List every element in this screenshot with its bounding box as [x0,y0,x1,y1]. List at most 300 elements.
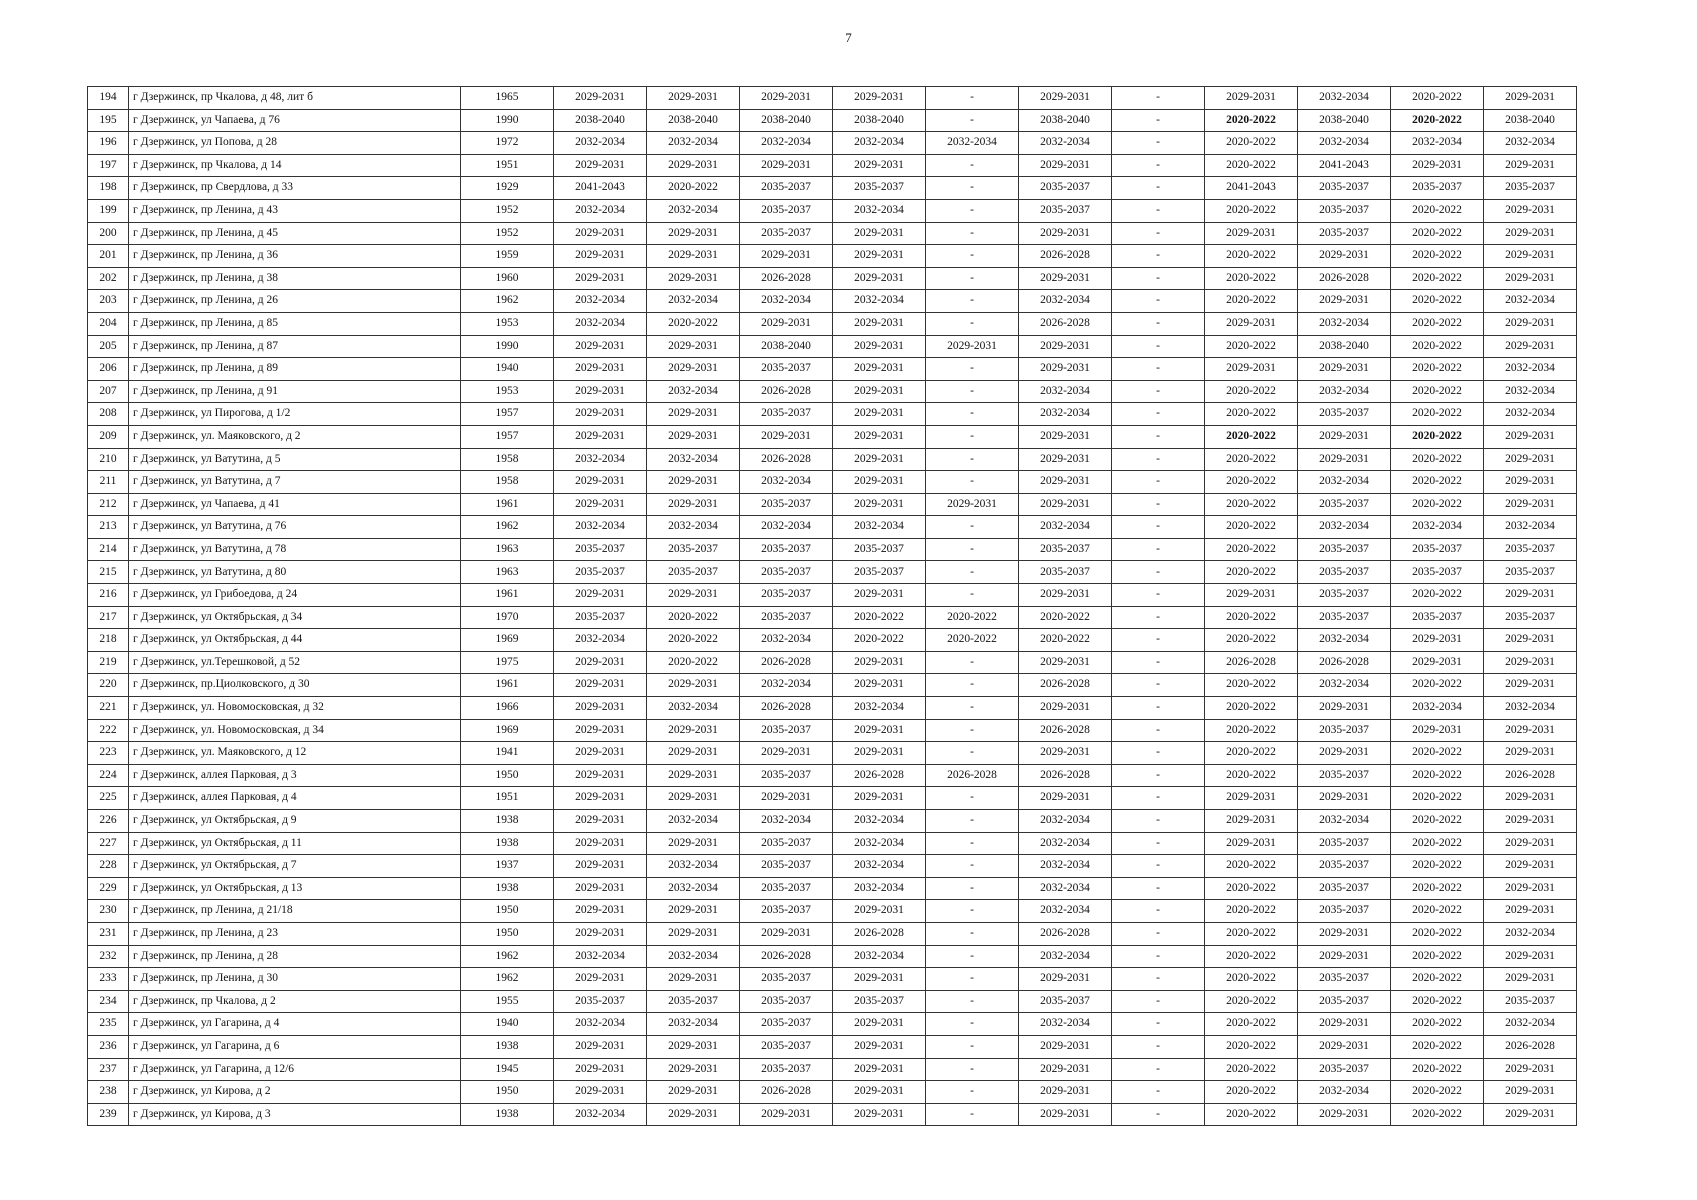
cell-period-5: - [926,1081,1019,1104]
cell-build-year: 1958 [461,448,554,471]
cell-row-number: 228 [88,855,129,878]
cell-build-year: 1953 [461,312,554,335]
cell-period-2: 2029-2031 [647,742,740,765]
cell-period-1: 2029-2031 [554,787,647,810]
table-row [88,358,1577,381]
cell-period-9: 2029-2031 [1298,787,1391,810]
cell-period-8: 2020-2022 [1205,629,1298,652]
cell-period-9: 2029-2031 [1298,358,1391,381]
cell-period-6: 2026-2028 [1019,719,1112,742]
cell-period-1: 2035-2037 [554,538,647,561]
cell-period-4: 2029-2031 [833,358,926,381]
cell-address: г Дзержинск, пр Ленина, д 30 [129,968,461,991]
cell-period-5: - [926,1058,1019,1081]
cell-period-9: 2035-2037 [1298,403,1391,426]
cell-period-3: 2035-2037 [740,1035,833,1058]
cell-build-year: 1950 [461,1081,554,1104]
cell-period-8: 2020-2022 [1205,945,1298,968]
cell-period-6: 2029-2031 [1019,448,1112,471]
cell-period-1: 2029-2031 [554,855,647,878]
cell-period-8: 2026-2028 [1205,651,1298,674]
cell-period-11: 2029-2031 [1484,900,1577,923]
table-row [88,109,1577,132]
cell-period-5: 2026-2028 [926,764,1019,787]
cell-period-2: 2029-2031 [647,425,740,448]
cell-row-number: 223 [88,742,129,765]
cell-period-8: 2029-2031 [1205,810,1298,833]
cell-address: г Дзержинск, пр Чкалова, д 48, лит б [129,87,461,110]
cell-period-1: 2032-2034 [554,312,647,335]
cell-period-2: 2029-2031 [647,493,740,516]
cell-period-8: 2041-2043 [1205,177,1298,200]
cell-period-3: 2035-2037 [740,606,833,629]
cell-period-6: 2026-2028 [1019,922,1112,945]
cell-period-6: 2029-2031 [1019,968,1112,991]
cell-period-9: 2038-2040 [1298,335,1391,358]
cell-period-7: - [1112,674,1205,697]
cell-address: г Дзержинск, ул Ватутина, д 80 [129,561,461,584]
cell-period-11: 2029-2031 [1484,245,1577,268]
cell-period-1: 2029-2031 [554,335,647,358]
table-row [88,922,1577,945]
cell-period-6: 2026-2028 [1019,674,1112,697]
cell-address: г Дзержинск, ул Октябрьская, д 44 [129,629,461,652]
cell-period-9: 2035-2037 [1298,199,1391,222]
cell-period-9: 2032-2034 [1298,810,1391,833]
cell-period-8: 2020-2022 [1205,403,1298,426]
cell-period-5: - [926,222,1019,245]
cell-period-3: 2035-2037 [740,222,833,245]
cell-period-6: 2029-2031 [1019,471,1112,494]
cell-address: г Дзержинск, ул Попова, д 28 [129,132,461,155]
cell-period-2: 2029-2031 [647,471,740,494]
cell-period-10: 2020-2022 [1391,380,1484,403]
cell-period-5: - [926,380,1019,403]
cell-period-3: 2032-2034 [740,132,833,155]
cell-period-9: 2035-2037 [1298,832,1391,855]
cell-row-number: 233 [88,968,129,991]
cell-period-2: 2035-2037 [647,990,740,1013]
cell-period-4: 2029-2031 [833,493,926,516]
cell-period-4: 2029-2031 [833,719,926,742]
cell-period-4: 2029-2031 [833,403,926,426]
cell-period-6: 2035-2037 [1019,561,1112,584]
cell-period-10: 2020-2022 [1391,810,1484,833]
cell-period-4: 2029-2031 [833,471,926,494]
cell-period-1: 2032-2034 [554,199,647,222]
cell-period-11: 2026-2028 [1484,1035,1577,1058]
cell-period-11: 2029-2031 [1484,584,1577,607]
cell-period-7: - [1112,742,1205,765]
cell-period-1: 2029-2031 [554,87,647,110]
cell-period-6: 2029-2031 [1019,493,1112,516]
cell-period-9: 2029-2031 [1298,1103,1391,1126]
cell-row-number: 215 [88,561,129,584]
cell-period-9: 2029-2031 [1298,922,1391,945]
cell-period-1: 2029-2031 [554,403,647,426]
cell-period-10: 2020-2022 [1391,1103,1484,1126]
cell-period-8: 2020-2022 [1205,493,1298,516]
cell-period-5: - [926,154,1019,177]
cell-period-10: 2020-2022 [1391,222,1484,245]
cell-period-9: 2029-2031 [1298,290,1391,313]
cell-period-2: 2029-2031 [647,222,740,245]
cell-period-6: 2029-2031 [1019,787,1112,810]
cell-row-number: 211 [88,471,129,494]
cell-period-4: 2032-2034 [833,810,926,833]
cell-period-2: 2029-2031 [647,719,740,742]
cell-period-6: 2032-2034 [1019,945,1112,968]
cell-period-5: - [926,584,1019,607]
table-row [88,629,1577,652]
table-row [88,335,1577,358]
table-row [88,651,1577,674]
cell-address: г Дзержинск, ул Грибоедова, д 24 [129,584,461,607]
cell-build-year: 1975 [461,651,554,674]
cell-address: г Дзержинск, аллея Парковая, д 4 [129,787,461,810]
cell-build-year: 1965 [461,87,554,110]
cell-period-11: 2029-2031 [1484,1058,1577,1081]
cell-period-5: - [926,1103,1019,1126]
cell-period-2: 2029-2031 [647,335,740,358]
cell-period-6: 2032-2034 [1019,1013,1112,1036]
table-row [88,87,1577,110]
cell-row-number: 197 [88,154,129,177]
cell-address: г Дзержинск, ул. Маяковского, д 12 [129,742,461,765]
cell-period-6: 2032-2034 [1019,900,1112,923]
cell-period-11: 2032-2034 [1484,1013,1577,1036]
cell-period-11: 2035-2037 [1484,561,1577,584]
table-row [88,267,1577,290]
cell-period-1: 2038-2040 [554,109,647,132]
cell-period-7: - [1112,990,1205,1013]
table-row [88,810,1577,833]
cell-period-10: 2020-2022 [1391,199,1484,222]
cell-period-8: 2020-2022 [1205,267,1298,290]
cell-period-9: 2035-2037 [1298,990,1391,1013]
cell-row-number: 236 [88,1035,129,1058]
table-row [88,425,1577,448]
cell-period-10: 2020-2022 [1391,742,1484,765]
cell-address: г Дзержинск, пр Ленина, д 87 [129,335,461,358]
cell-period-1: 2029-2031 [554,380,647,403]
cell-address: г Дзержинск, пр Чкалова, д 14 [129,154,461,177]
table-row [88,493,1577,516]
cell-period-9: 2032-2034 [1298,1081,1391,1104]
cell-row-number: 203 [88,290,129,313]
cell-period-7: - [1112,87,1205,110]
cell-period-4: 2035-2037 [833,177,926,200]
cell-period-4: 2029-2031 [833,380,926,403]
table-row [88,1058,1577,1081]
cell-period-8: 2020-2022 [1205,855,1298,878]
cell-period-10: 2020-2022 [1391,425,1484,448]
cell-period-11: 2026-2028 [1484,764,1577,787]
cell-period-4: 2038-2040 [833,109,926,132]
cell-period-4: 2032-2034 [833,877,926,900]
cell-build-year: 1957 [461,403,554,426]
cell-period-10: 2020-2022 [1391,245,1484,268]
cell-period-2: 2020-2022 [647,177,740,200]
cell-period-7: - [1112,855,1205,878]
cell-period-6: 2029-2031 [1019,154,1112,177]
table-row [88,516,1577,539]
cell-period-9: 2035-2037 [1298,719,1391,742]
cell-period-7: - [1112,493,1205,516]
cell-period-8: 2029-2031 [1205,222,1298,245]
cell-period-9: 2035-2037 [1298,968,1391,991]
table-row [88,312,1577,335]
cell-address: г Дзержинск, пр Ленина, д 36 [129,245,461,268]
cell-period-3: 2032-2034 [740,810,833,833]
cell-period-5: - [926,1035,1019,1058]
cell-period-1: 2029-2031 [554,245,647,268]
cell-period-4: 2029-2031 [833,154,926,177]
cell-row-number: 220 [88,674,129,697]
repair-schedule-table [87,86,1577,1126]
cell-period-7: - [1112,877,1205,900]
cell-period-7: - [1112,697,1205,720]
cell-period-8: 2020-2022 [1205,335,1298,358]
cell-period-10: 2020-2022 [1391,403,1484,426]
cell-address: г Дзержинск, пр.Циолковского, д 30 [129,674,461,697]
cell-period-11: 2035-2037 [1484,990,1577,1013]
cell-period-6: 2026-2028 [1019,312,1112,335]
cell-address: г Дзержинск, ул Октябрьская, д 34 [129,606,461,629]
cell-period-10: 2020-2022 [1391,855,1484,878]
cell-period-6: 2032-2034 [1019,516,1112,539]
cell-period-3: 2035-2037 [740,719,833,742]
cell-period-1: 2029-2031 [554,697,647,720]
cell-period-1: 2029-2031 [554,358,647,381]
cell-row-number: 234 [88,990,129,1013]
cell-period-5: - [926,403,1019,426]
cell-period-10: 2020-2022 [1391,290,1484,313]
cell-period-4: 2032-2034 [833,855,926,878]
cell-period-7: - [1112,538,1205,561]
cell-period-6: 2035-2037 [1019,177,1112,200]
cell-address: г Дзержинск, ул.Терешковой, д 52 [129,651,461,674]
cell-period-11: 2029-2031 [1484,154,1577,177]
cell-period-5: - [926,922,1019,945]
cell-period-1: 2029-2031 [554,493,647,516]
cell-period-1: 2032-2034 [554,629,647,652]
cell-period-1: 2032-2034 [554,1013,647,1036]
cell-period-11: 2029-2031 [1484,335,1577,358]
cell-row-number: 213 [88,516,129,539]
cell-period-1: 2032-2034 [554,945,647,968]
cell-period-2: 2029-2031 [647,764,740,787]
cell-period-7: - [1112,1103,1205,1126]
cell-period-7: - [1112,380,1205,403]
cell-period-2: 2032-2034 [647,132,740,155]
cell-address: г Дзержинск, ул Гагарина, д 4 [129,1013,461,1036]
cell-period-8: 2020-2022 [1205,1103,1298,1126]
cell-period-7: - [1112,561,1205,584]
cell-row-number: 219 [88,651,129,674]
cell-period-4: 2032-2034 [833,199,926,222]
table-row [88,787,1577,810]
cell-period-2: 2020-2022 [647,629,740,652]
cell-build-year: 1970 [461,606,554,629]
cell-period-6: 2035-2037 [1019,990,1112,1013]
cell-build-year: 1958 [461,471,554,494]
cell-period-9: 2035-2037 [1298,538,1391,561]
cell-address: г Дзержинск, пр Ленина, д 45 [129,222,461,245]
cell-period-10: 2035-2037 [1391,606,1484,629]
cell-period-7: - [1112,132,1205,155]
cell-period-6: 2029-2031 [1019,584,1112,607]
cell-build-year: 1938 [461,832,554,855]
cell-period-1: 2029-2031 [554,877,647,900]
table-row [88,380,1577,403]
cell-period-8: 2020-2022 [1205,990,1298,1013]
cell-address: г Дзержинск, ул Октябрьская, д 11 [129,832,461,855]
cell-build-year: 1953 [461,380,554,403]
cell-period-10: 2029-2031 [1391,629,1484,652]
cell-period-5: - [926,538,1019,561]
cell-period-5: - [926,448,1019,471]
table-row [88,471,1577,494]
table-row [88,674,1577,697]
cell-period-4: 2029-2031 [833,267,926,290]
cell-period-4: 2029-2031 [833,312,926,335]
cell-row-number: 239 [88,1103,129,1126]
cell-period-6: 2032-2034 [1019,877,1112,900]
cell-period-6: 2035-2037 [1019,538,1112,561]
cell-period-11: 2029-2031 [1484,651,1577,674]
cell-period-2: 2038-2040 [647,109,740,132]
cell-period-9: 2035-2037 [1298,584,1391,607]
cell-period-6: 2020-2022 [1019,629,1112,652]
cell-period-8: 2020-2022 [1205,1081,1298,1104]
cell-period-4: 2035-2037 [833,561,926,584]
cell-build-year: 1938 [461,810,554,833]
table-row [88,855,1577,878]
cell-period-4: 2029-2031 [833,900,926,923]
cell-period-3: 2035-2037 [740,855,833,878]
cell-period-5: 2029-2031 [926,493,1019,516]
cell-period-5: - [926,1013,1019,1036]
cell-address: г Дзержинск, ул Гагарина, д 6 [129,1035,461,1058]
cell-period-7: - [1112,358,1205,381]
table-row [88,742,1577,765]
cell-period-5: - [926,425,1019,448]
cell-period-5: - [926,742,1019,765]
cell-address: г Дзержинск, ул Пирогова, д 1/2 [129,403,461,426]
cell-period-10: 2020-2022 [1391,787,1484,810]
cell-period-9: 2035-2037 [1298,877,1391,900]
cell-period-8: 2020-2022 [1205,606,1298,629]
cell-period-5: 2020-2022 [926,629,1019,652]
cell-build-year: 1966 [461,697,554,720]
cell-period-7: - [1112,900,1205,923]
cell-period-1: 2029-2031 [554,900,647,923]
cell-period-8: 2020-2022 [1205,561,1298,584]
cell-period-7: - [1112,199,1205,222]
table-row [88,1013,1577,1036]
cell-address: г Дзержинск, пр Ленина, д 28 [129,945,461,968]
cell-row-number: 216 [88,584,129,607]
cell-period-3: 2026-2028 [740,945,833,968]
cell-period-11: 2029-2031 [1484,810,1577,833]
cell-period-2: 2035-2037 [647,538,740,561]
cell-period-10: 2020-2022 [1391,1081,1484,1104]
cell-period-4: 2029-2031 [833,448,926,471]
cell-period-4: 2029-2031 [833,742,926,765]
cell-period-9: 2035-2037 [1298,493,1391,516]
cell-period-1: 2029-2031 [554,968,647,991]
cell-period-7: - [1112,403,1205,426]
cell-period-5: 2029-2031 [926,335,1019,358]
cell-period-2: 2032-2034 [647,516,740,539]
cell-period-2: 2029-2031 [647,87,740,110]
cell-period-4: 2032-2034 [833,697,926,720]
cell-period-10: 2020-2022 [1391,584,1484,607]
cell-period-9: 2035-2037 [1298,764,1391,787]
cell-period-5: - [926,87,1019,110]
cell-build-year: 1969 [461,629,554,652]
cell-period-7: - [1112,154,1205,177]
cell-row-number: 194 [88,87,129,110]
cell-address: г Дзержинск, пр Ленина, д 91 [129,380,461,403]
cell-period-11: 2029-2031 [1484,832,1577,855]
cell-period-2: 2032-2034 [647,810,740,833]
cell-period-10: 2020-2022 [1391,922,1484,945]
cell-period-10: 2020-2022 [1391,87,1484,110]
cell-build-year: 1963 [461,561,554,584]
cell-period-10: 2020-2022 [1391,990,1484,1013]
cell-period-2: 2029-2031 [647,968,740,991]
cell-row-number: 229 [88,877,129,900]
cell-period-10: 2020-2022 [1391,877,1484,900]
cell-build-year: 1972 [461,132,554,155]
cell-row-number: 195 [88,109,129,132]
cell-period-3: 2032-2034 [740,629,833,652]
cell-build-year: 1945 [461,1058,554,1081]
cell-address: г Дзержинск, ул Кирова, д 2 [129,1081,461,1104]
cell-period-9: 2029-2031 [1298,448,1391,471]
cell-period-8: 2020-2022 [1205,742,1298,765]
cell-period-1: 2029-2031 [554,471,647,494]
cell-period-5: - [926,945,1019,968]
cell-period-7: - [1112,719,1205,742]
cell-period-7: - [1112,810,1205,833]
cell-period-4: 2029-2031 [833,245,926,268]
table-row [88,697,1577,720]
cell-address: г Дзержинск, пр Чкалова, д 2 [129,990,461,1013]
cell-period-9: 2029-2031 [1298,1013,1391,1036]
cell-period-3: 2032-2034 [740,290,833,313]
cell-build-year: 1929 [461,177,554,200]
cell-period-5: - [926,651,1019,674]
cell-period-9: 2026-2028 [1298,267,1391,290]
cell-period-3: 2029-2031 [740,312,833,335]
cell-period-8: 2020-2022 [1205,877,1298,900]
cell-period-9: 2032-2034 [1298,516,1391,539]
cell-period-2: 2032-2034 [647,290,740,313]
table-row [88,132,1577,155]
cell-row-number: 214 [88,538,129,561]
cell-period-4: 2032-2034 [833,132,926,155]
cell-period-1: 2029-2031 [554,719,647,742]
cell-period-8: 2020-2022 [1205,448,1298,471]
cell-period-10: 2020-2022 [1391,267,1484,290]
cell-period-5: - [926,109,1019,132]
cell-period-4: 2032-2034 [833,516,926,539]
cell-period-2: 2029-2031 [647,900,740,923]
cell-address: г Дзержинск, ул. Новомосковская, д 32 [129,697,461,720]
